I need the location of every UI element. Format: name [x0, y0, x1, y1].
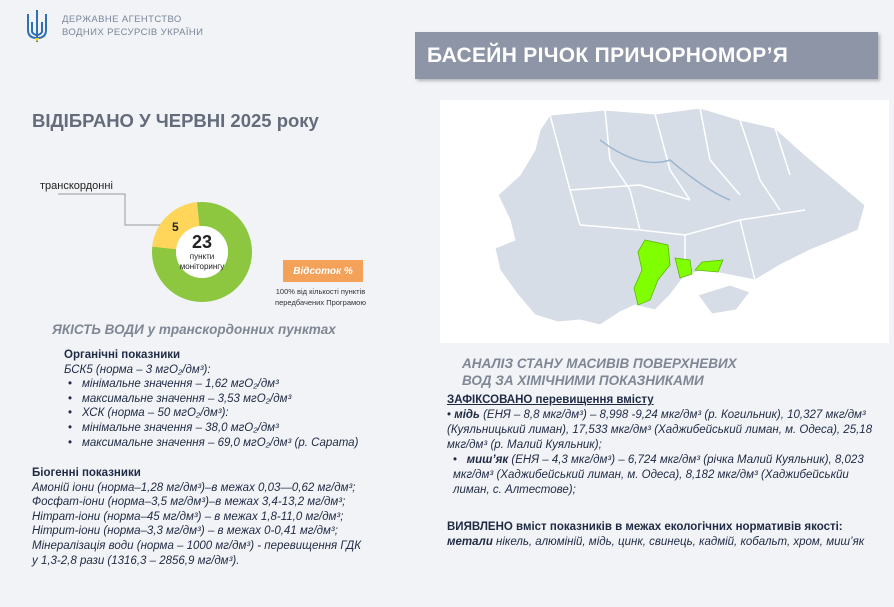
transborder-count: 5 — [172, 220, 179, 234]
monitoring-points-label-1: пункти — [189, 252, 215, 261]
analysis-heading-line2: ВОД ЗА ХІМІЧНИМИ ПОКАЗНИКАМИ — [462, 373, 704, 388]
exceed-heading: ЗАФІКСОВАНО перевищення вмісту — [447, 394, 654, 406]
map-crimea — [698, 285, 750, 314]
biogenic-line: Амоній іони (норма–1,28 мг/дм³)–в межах 0,03—0,62 мг/дм³; — [32, 481, 356, 494]
transborder-label: транскордонні — [40, 180, 113, 192]
organic-item: • максимальне значення – 3,53 мгО₂/дм³ — [64, 392, 358, 407]
exceedances — [447, 393, 887, 498]
biogenic-indicators — [32, 466, 412, 568]
agency-name — [62, 13, 203, 39]
trident-icon — [22, 8, 52, 44]
organic-heading: Органічні показники — [64, 349, 181, 361]
copper-text: (ЕНЯ – 8,8 мкг/дм³) – 8,998 -9,24 мкг/дм³ (р. Когильник), 10,327 мкг/дм³ (Куяльницький лиман), 17,533 мкг/дм³ (Хаджибейський лиман, м. Одеса), 25,18 мкг/дм³ (р. Малий Куяльник); — [447, 409, 873, 451]
percent-note: 100% від кількості пунктів передбачених Програмою — [275, 287, 366, 307]
organic-item: • ХСК (норма – 50 мгО₂/дм³): — [64, 406, 358, 421]
copper-entry: • мідь (ЕНЯ – 8,8 мкг/дм³) – 8,998 -9,24 мкг/дм³ (р. Когильник), 10,327 мкг/дм³ (Куяльницький лиман), 17,533 мкг/дм³ (Хаджибейський лиман, м. Одеса), 25,18 мкг/дм³ (р. Малий Куяльник); — [447, 409, 873, 451]
arsenic-name: миш’як — [466, 454, 509, 466]
organic-indicators — [64, 348, 358, 450]
arsenic-text: (ЕНЯ – 4,3 мкг/дм³) – 6,724 мкг/дм³ (річка Малий Куяльник), 8,023 мкг/дм³ (Хаджибейський лиман, м. Одеса), 8,182 мкг/дм³ (Хаджибейськйи лиман, с. Алтестове); — [453, 454, 864, 496]
biogenic-line: Нітрат-іони (норма–45 мг/дм³) – в межах 1,8-11,0 мг/дм³; — [32, 510, 344, 523]
metals-label: метали — [447, 536, 493, 548]
arsenic-entry: • миш’як (ЕНЯ – 4,3 мкг/дм³) – 6,724 мкг/дм³ (річка Малий Куяльник), 8,023 мкг/дм³ (Хаджибейський лиман, м. Одеса), 8,182 мкг/дм³ (Хаджибейськйи лиман, с. Алтестове); — [453, 454, 864, 496]
percent-badge: Відсоток % — [283, 260, 363, 282]
agency-header — [22, 8, 203, 44]
biogenic-line: у 1,3-2,8 рази (1316,3 – 2856,9 мг/дм³). — [32, 554, 240, 567]
donut-center — [150, 200, 254, 304]
biogenic-line: Фосфат-іони (норма–3,5 мг/дм³)–в межах 3,4-13,2 мг/дм³; — [32, 496, 346, 509]
biogenic-heading: Біогенні показники — [32, 467, 141, 479]
metals-entry — [447, 535, 887, 550]
within-norms — [447, 520, 887, 550]
biogenic-line: Мінералізація води (норма – 1000 мг/дм³) - перевищення ГДК — [32, 539, 361, 552]
page-title: БАСЕЙН РІЧОК ПРИЧОРНОМОР’Я — [427, 43, 789, 67]
analysis-heading — [462, 355, 737, 389]
ukraine-map — [440, 100, 889, 343]
organic-item: • мінімальне значення – 38,0 мгО₂/дм³ — [64, 421, 358, 436]
bsk-norm: БСК5 (норма – 3 мгО₂/дм³): — [64, 363, 211, 376]
copper-name: мідь — [454, 409, 480, 421]
agency-name-line2: ВОДНИХ РЕСУРСІВ УКРАЇНИ — [62, 27, 204, 38]
sampled-title: ВІДІБРАНО У ЧЕРВНІ 2025 року — [32, 110, 319, 131]
biogenic-line: Нітрит-іони (норма–3,3 мг/дм³) – в межах 0-0,41 мг/дм³; — [32, 525, 338, 538]
water-quality-heading: ЯКІСТЬ ВОДИ у транскордонних пунктах — [52, 322, 336, 337]
agency-name-line1: ДЕРЖАВНЕ АГЕНТСТВО — [62, 14, 182, 25]
map-panel — [440, 100, 889, 343]
organic-item: • максимальне значення – 69,0 мгО₂/дм³ (р. Сарата) — [64, 436, 358, 451]
monitoring-points-label-2: моніторингу — [179, 262, 225, 271]
map-land — [495, 108, 865, 325]
organic-item: • мінімальне значення – 1,62 мгО₂/дм³ — [64, 377, 358, 392]
monitoring-donut-chart — [150, 200, 254, 304]
metals-text: нікель, алюміній, мідь, цинк, свинець, кадмій, кобальт, хром, миш’як — [496, 536, 865, 548]
analysis-heading-line1: АНАЛІЗ СТАНУ МАСИВІВ ПОВЕРХНЕВИХ — [462, 356, 737, 371]
title-bar — [415, 32, 878, 79]
found-heading: ВИЯВЛЕНО вміст показників в межах екологічних нормативів якості: — [447, 521, 843, 533]
monitoring-points-count: 23 — [191, 232, 213, 252]
